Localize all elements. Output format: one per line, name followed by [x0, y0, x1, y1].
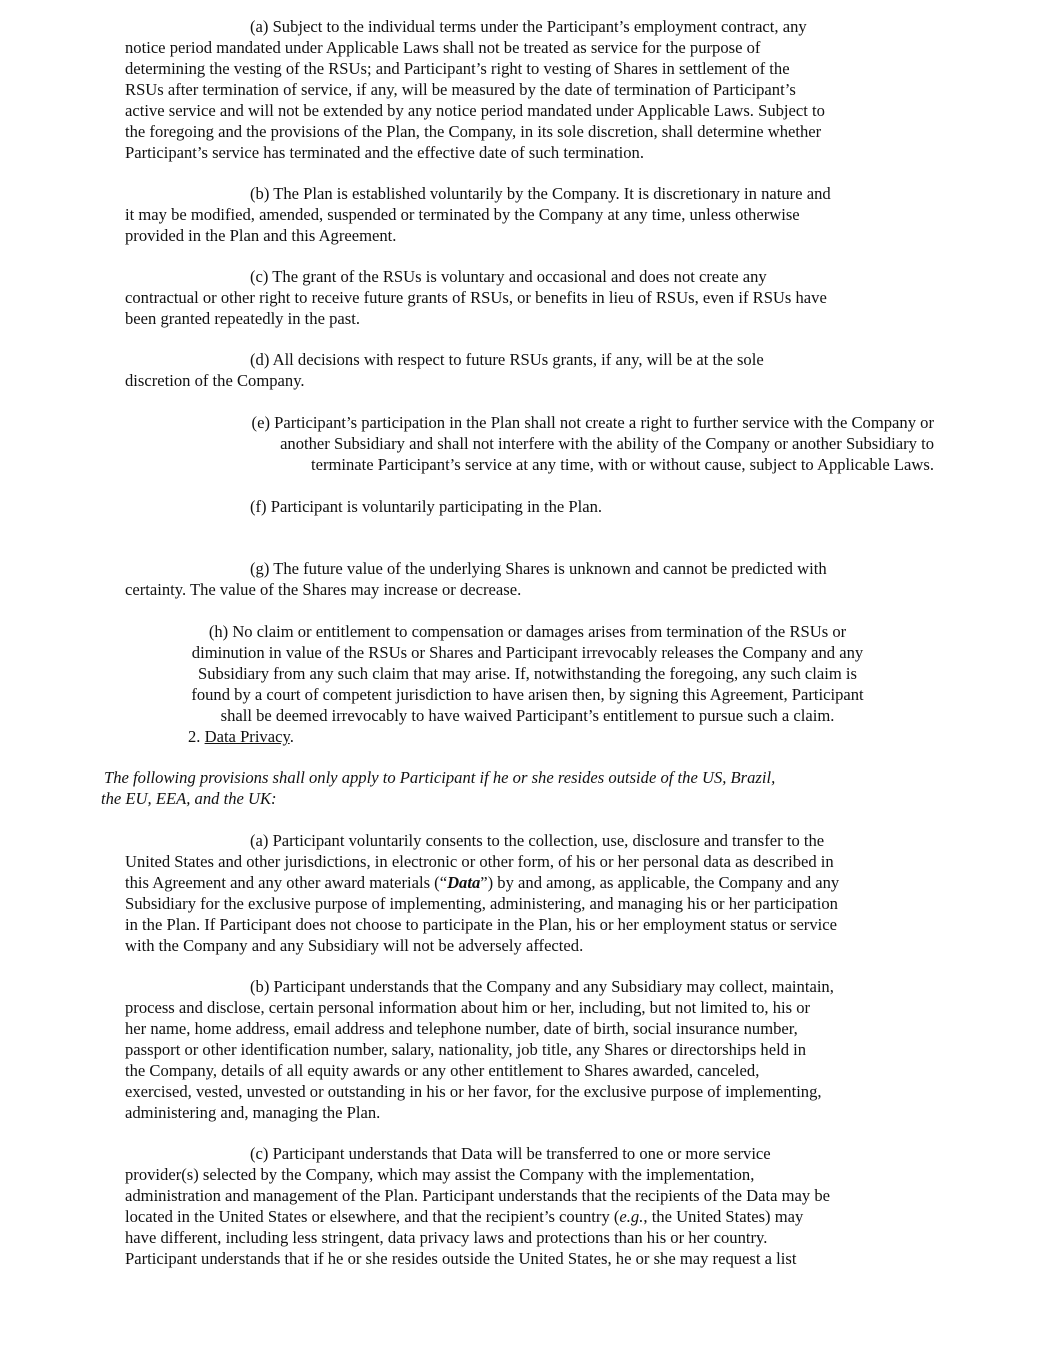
paragraph-a-line: notice period mandated under Applicable Laws shall not be treated as service for the purpose of: [125, 38, 761, 57]
privacy-a-text: ”) by and among, as applicable, the Company and any: [480, 873, 840, 892]
privacy-a-line: (a) Participant voluntarily consents to the collection, use, disclosure and transfer to the: [250, 831, 825, 850]
privacy-a-line: Subsidiary for the exclusive purpose of implementing, administering, and managing his or her participation: [125, 894, 838, 913]
privacy-a-line: in the Plan. If Participant does not choose to participate in the Plan, his or her employment status or service: [125, 915, 837, 934]
privacy-a-line: [125, 873, 839, 894]
paragraph-c-line: (c) The grant of the RSUs is voluntary and occasional and does not create any: [250, 267, 767, 286]
paragraph-d-line: discretion of the Company.: [125, 371, 305, 390]
paragraph-a-line: active service and will not be extended by any notice period mandated under Applicable Laws. Subject to: [125, 101, 825, 120]
paragraph-d-line: (d) All decisions with respect to future RSUs grants, if any, will be at the sole: [250, 350, 764, 369]
privacy-c-text: located in the United States or elsewhere, and that the recipient’s country (: [125, 1207, 620, 1226]
paragraph-a-line: determining the vesting of the RSUs; and Participant’s right to vesting of Shares in settlement of the: [125, 59, 790, 78]
italic-note-line: the EU, EEA, and the UK:: [101, 789, 277, 808]
paragraph-c-line: contractual or other right to receive future grants of RSUs, or benefits in lieu of RSUs, even if RSUs have: [125, 288, 827, 307]
paragraph-a-line: the foregoing and the provisions of the Plan, the Company, in its sole discretion, shall determine whether: [125, 122, 822, 141]
section-2-heading: [188, 727, 294, 748]
privacy-c-line: administration and management of the Plan. Participant understands that the recipients of the Data may be: [125, 1186, 831, 1205]
section-2-title: Data Privacy: [204, 727, 290, 746]
privacy-a-line: with the Company and any Subsidiary will not be adversely affected.: [125, 936, 584, 955]
paragraph-c-line: been granted repeatedly in the past.: [125, 309, 360, 328]
paragraph-h-line: found by a court of competent jurisdiction to have arisen then, by signing this Agreement, Participant: [191, 685, 864, 704]
italic-note-line: The following provisions shall only apply to Participant if he or she resides outside of the US, Brazil,: [104, 768, 776, 787]
paragraph-b-line: (b) The Plan is established voluntarily by the Company. It is discretionary in nature and: [250, 184, 831, 203]
eg-abbreviation: e.g.: [619, 1207, 644, 1226]
paragraph-a-line: (a) Subject to the individual terms under the Participant’s employment contract, any: [250, 17, 807, 36]
privacy-a-text: this Agreement and any other award materials (“: [125, 873, 448, 892]
paragraph-h-line: (h) No claim or entitlement to compensation or damages arises from termination of the RSUs or: [208, 622, 847, 641]
privacy-b-line: process and disclose, certain personal information about him or her, including, but not limited to, his or: [125, 998, 811, 1017]
paragraph-g-line: (g) The future value of the underlying Shares is unknown and cannot be predicted with: [250, 559, 827, 578]
privacy-c-text: , the United States) may: [643, 1207, 804, 1226]
paragraph-f: (f) Participant is voluntarily participating in the Plan.: [250, 497, 603, 516]
paragraph-a-line: Participant’s service has terminated and the effective date of such termination.: [125, 143, 644, 162]
section-2-number: 2.: [188, 727, 205, 746]
paragraph-h-line: Subsidiary from any such claim that may arise. If, notwithstanding the foregoing, any such claim is: [198, 664, 857, 683]
paragraph-b-line: provided in the Plan and this Agreement.: [125, 226, 397, 245]
privacy-c-line: Participant understands that if he or she resides outside the United States, he or she may request a list: [125, 1249, 797, 1268]
privacy-a-line: United States and other jurisdictions, in electronic or other form, of his or her personal data as described in: [125, 852, 834, 871]
privacy-b-line: the Company, details of all equity awards or any other entitlement to Shares awarded, canceled,: [125, 1061, 760, 1080]
privacy-b-line: passport or other identification number, salary, nationality, job title, any Shares or directorships held in: [125, 1040, 807, 1059]
privacy-c-line: [125, 1207, 803, 1228]
privacy-b-line: her name, home address, email address and telephone number, date of birth, social insurance number,: [125, 1019, 798, 1038]
paragraph-e-line: terminate Participant’s service at any time, with or without cause, subject to Applicable Laws.: [310, 455, 934, 474]
privacy-b-line: administering and, managing the Plan.: [125, 1103, 381, 1122]
paragraph-a-line: RSUs after termination of service, if any, will be measured by the date of termination of Participant’s: [125, 80, 796, 99]
privacy-b-line: (b) Participant understands that the Company and any Subsidiary may collect, maintain,: [250, 977, 834, 996]
paragraph-h-line: diminution in value of the RSUs or Shares and Participant irrevocably releases the Company and any: [191, 643, 864, 662]
paragraph-b-line: it may be modified, amended, suspended or terminated by the Company at any time, unless otherwise: [125, 205, 800, 224]
privacy-c-line: (c) Participant understands that Data will be transferred to one or more service: [250, 1144, 771, 1163]
paragraph-g-line: certainty. The value of the Shares may increase or decrease.: [125, 580, 522, 599]
paragraph-h-line: shall be deemed irrevocably to have waived Participant’s entitlement to pursue such a claim.: [220, 706, 835, 725]
section-2-trailing: .: [289, 727, 294, 746]
privacy-c-line: have different, including less stringent, data privacy laws and protections than his or her country.: [125, 1228, 768, 1247]
privacy-c-line: provider(s) selected by the Company, which may assist the Company with the implementation,: [125, 1165, 755, 1184]
privacy-b-line: exercised, vested, unvested or outstanding in his or her favor, for the exclusive purpose of implementing,: [125, 1082, 822, 1101]
paragraph-e-line: (e) Participant’s participation in the Plan shall not create a right to further service with the Company or: [251, 413, 934, 432]
defined-term-data: Data: [447, 873, 481, 892]
paragraph-e-line: another Subsidiary and shall not interfere with the ability of the Company or another Subsidiary to: [280, 434, 934, 453]
